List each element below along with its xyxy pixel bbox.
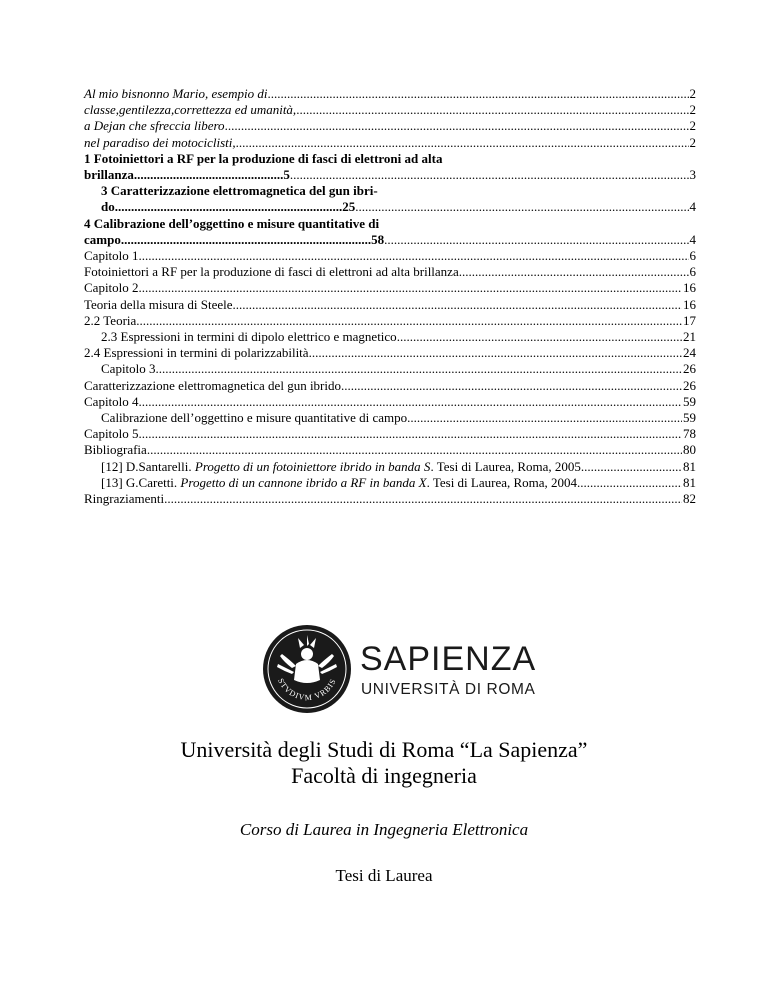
toc-entry-calibrazione[interactable]: Calibrazione dell’oggettino e misure quantitative di campo ..... 59 [84, 410, 696, 426]
toc-entry-chapter-1-bold[interactable]: 1 Fotoiniettori a RF per la produzione di fasci di elettroni ad alta brillanza..............................................5 ..... 3 [84, 151, 696, 183]
toc-entry-dedication-4[interactable]: nel paradiso dei motociclisti, ..... 2 [84, 135, 696, 151]
faculty-name: Facoltà di ingegneria [291, 763, 477, 788]
sapienza-seal-icon [262, 624, 562, 714]
toc-entry-polarizzabilita[interactable]: 2.4 Espressioni in termini di polarizzabilità ..... 24 [84, 345, 696, 361]
toc-entry-steele[interactable]: Teoria della misura di Steele ..... 16 [84, 297, 696, 313]
toc-entry-capitolo-5[interactable]: Capitolo 5 ..... 78 [84, 426, 696, 442]
toc-entry-ref-12[interactable]: [12] D.Santarelli. Progetto di un fotoiniettore ibrido in banda S. Tesi di Laurea, Roma, 2005 ..... 81 [84, 459, 696, 475]
toc-entry-fotoiniettori[interactable]: Fotoiniettori a RF per la produzione di fasci di elettroni ad alta brillanza ..... 6 [84, 264, 696, 280]
toc-entry-teoria[interactable]: 2.2 Teoria ..... 17 [84, 313, 696, 329]
toc-entry-capitolo-4[interactable]: Capitolo 4 ..... 59 [84, 394, 696, 410]
course-name: Corso di Laurea in Ingegneria Elettronica [239, 820, 529, 839]
toc-entry-capitolo-1[interactable]: Capitolo 1 ..... 6 [84, 248, 696, 264]
toc-entry-gun-ibrido[interactable]: Caratterizzazione elettromagnetica del gun ibrido ..... 26 [84, 378, 696, 394]
table-of-contents [84, 86, 696, 507]
toc-entry-bibliografia[interactable]: Bibliografia ..... 80 [84, 442, 696, 458]
toc-entry-capitolo-2[interactable]: Capitolo 2 ..... 16 [84, 280, 696, 296]
toc-entry-ringraziamenti[interactable]: Ringraziamenti ..... 82 [84, 491, 696, 507]
toc-entry-ref-13[interactable]: [13] G.Caretti. Progetto di un cannone ibrido a RF in banda X. Tesi di Laurea, Roma, 2004 ..... 81 [84, 475, 696, 491]
svg-text:STVDIVM VRBIS: STVDIVM VRBIS [276, 676, 338, 703]
toc-entry-dedication-1[interactable]: Al mio bisnonno Mario, esempio di ..... 2 [84, 86, 696, 102]
thesis-label: Tesi di Laurea [335, 866, 433, 885]
sapienza-logo [262, 624, 562, 714]
toc-entry-dedication-2[interactable]: classe,gentilezza,correttezza ed umanità, ..... 2 [84, 102, 696, 118]
university-name: Università degli Studi di Roma “La Sapienza” [180, 737, 588, 762]
toc-entry-dipolo[interactable]: 2.3 Espressioni in termini di dipolo elettrico e magnetico ..... 21 [84, 329, 696, 345]
logo-wordmark: SAPIENZA [360, 640, 537, 678]
toc-entry-dedication-3[interactable]: a Dejan che sfreccia libero ..... 2 [84, 118, 696, 134]
logo-subtitle: UNIVERSITÀ DI ROMA [361, 681, 536, 698]
toc-entry-capitolo-3[interactable]: Capitolo 3 ..... 26 [84, 361, 696, 377]
toc-entry-chapter-3-bold[interactable]: 3 Caratterizzazione elettromagnetica del gun ibri- do......................................................................25 ..... 4 [84, 183, 696, 215]
toc-entry-chapter-4-bold[interactable]: 4 Calibrazione dell’oggettino e misure quantitative di campo.............................................................................58 ..... 4 [84, 216, 696, 248]
